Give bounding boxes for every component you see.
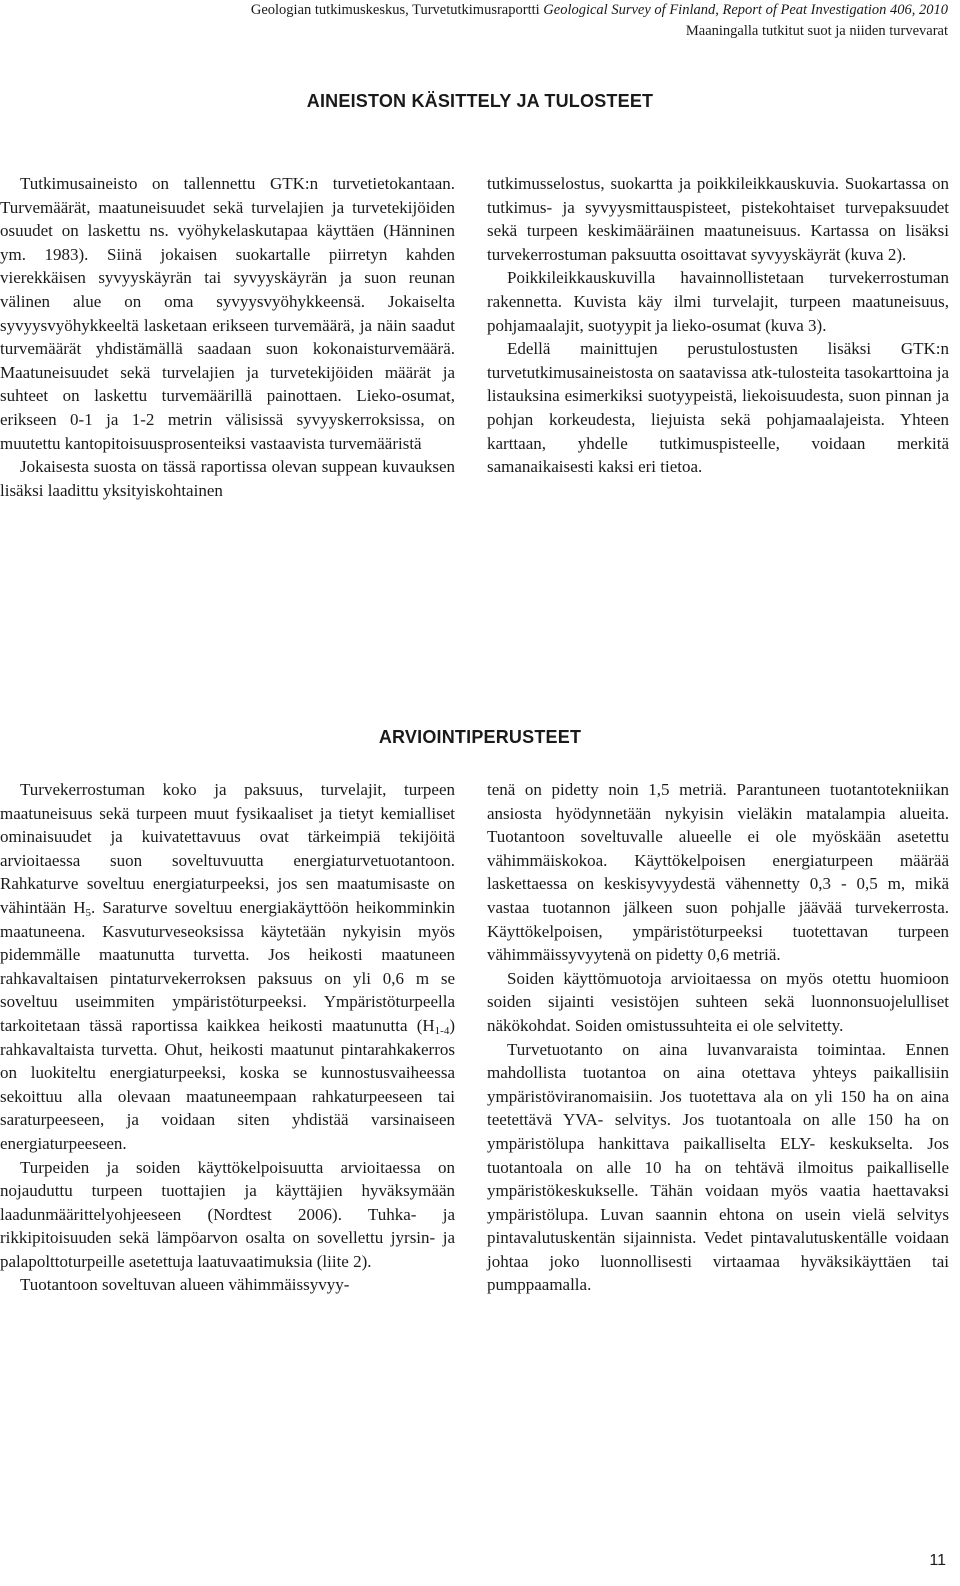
paragraph: Edellä mainittujen perustulostusten lisäksi GTK:n turvetutkimusaineistosta on saatavissa atk-tulosteita tasokarttoina ja listauksina esimerkiksi suotyypeistä, liekoisuudesta, suon pinnan ja pohjan korkeudesta, liejuista sekä pohjamaalajeista. Yhteen karttaan, yhdelle tutkimuspisteelle, voidaan merkitä samanaikaisesti kaksi eri tietoa.	[487, 339, 949, 477]
paragraph: Poikkileikkauskuvilla havainnollistetaan turvekerrostuman rakennetta. Kuvista käy ilmi turvelajit, turpeen maatuneisuus, pohjamaalajit, suotyypit ja lieko-osumat (kuva 3).	[487, 268, 949, 335]
text-run: Turvekerrostuman koko ja paksuus, turvelajit, turpeen maatuneisuus sekä turpeen muut fysikaaliset ja tietyt kemialliset ominaisuudet ja kuivatettavuus ovat tärkeimpiä tekijöitä arvioitaessa suon soveltuvuutta energiaturvetuotantoon. Rahkaturve soveltuu energiaturpeeksi, jos sen maatumisaste on vähintään H	[0, 780, 455, 917]
subscript: 1-4	[434, 1024, 450, 1037]
header-line-1	[251, 0, 948, 21]
paragraph: tenä on pidetty noin 1,5 metriä. Parantuneen tuotantotekniikan ansiosta hyödynnetään nykyisin vieläkin matalampia alueita. Tuotantoon soveltuvalle alueelle ei ole myöskään asetettu vähimmäiskokoa. Käyttökelpoisen energiaturpeen määrää laskettaessa on keskisyvyydestä vähennetty 0,3 - 0,5 m, mikä vastaa tuotannon jälkeen suon pohjalle jäävää turvekerrosta. Käyttökelpoisen, ympäristöturpeeksi tuotettavan turpeen vähimmäissyvyytenä on pidetty 0,6 metriä.	[487, 780, 949, 965]
section2-left-column	[0, 778, 455, 1297]
paragraph: Turpeiden ja soiden käyttökelpoisuutta arvioitaessa on nojauduttu turpeen tuottajien ja käyttäjien hyväksymään laadunmäärittelyohjeeseen (Nordtest 2006). Tuhka- ja rikkipitoisuuden sekä lämpöarvon osalta on sovellettu jyrsin- ja palapolttoturpeille asetettuja laatuvaatimuksia (liite 2).	[0, 1157, 455, 1271]
page-number: 11	[929, 1552, 946, 1569]
paragraph: Tuotantoon soveltuvan alueen vähimmäissyvyy-	[20, 1275, 350, 1295]
section1-left-column	[0, 172, 455, 502]
text-run: . Saraturve soveltuu energiakäyttöön heikomminkin maatuneena. Kasvuturveseoksissa käytetään nykyisin myös pidemmälle maatunutta turvetta. Jos heikosti maatuneen rahkavaltaisen pintaturvekerroksen paksuus on yli 0,6 m se soveltuu useimmiten ympäristöturpeeksi. Ympäristöturpeella tarkoitetaan tässä raportissa kaikkea heikosti maatunutta (H	[0, 897, 455, 1035]
paragraph: Tutkimusaineisto on tallennettu GTK:n turvetietokantaan. Turvemäärät, maatuneisuudet sekä turvelajien ja turvetekijöiden osuudet on laskettu ns. vyöhykelaskutapaa käyttäen (Hänninen ym. 1983). Siinä jokaisen suokartalle piirretyn kahden vierekkäisen syvyyskäyrän tai syvyyskäyrän ja suon reunan välinen alue on oma syvyysvyöhykkeensä. Jokaiselta syvyysvyöhykkeeltä lasketaan erikseen turvemäärä, ja näin saadut turvemäärät yhdistämällä saadaan suon kokonaisturvemäärä. Maatuneisuudet sekä turvelajien ja turvetekijöiden määrät ja suhteet on laskettu turvemäärillä painottaen. Lieko-osumat, erikseen 0-1 ja 1-2 metrin välisissä syvyyskerroksissa, on muutettu kantopitoisuusprosenteiksi vastaavista turvemääristä	[0, 174, 455, 453]
section2-right-column	[487, 778, 949, 1297]
paragraph: Jokaisesta suosta on tässä raportissa olevan suppean kuvauksen lisäksi laadittu yksityiskohtainen	[0, 457, 455, 500]
paragraph	[0, 778, 455, 1156]
section1-right-column	[487, 172, 949, 479]
running-header	[251, 0, 948, 42]
subscript: 5	[85, 906, 92, 919]
section-title-arviointiperusteet: ARVIOINTIPERUSTEET	[378, 727, 582, 747]
paragraph: tutkimusselostus, suokartta ja poikkileikkauskuvia. Suokartassa on tutkimus- ja syvyysmittauspisteet, pistekohtaiset turvepaksuudet sekä turpeen keskimääräinen maatuneisuus. Kartassa on lisäksi turvekerrostuman paksuutta osoittavat syvyyskäyrät (kuva 2).	[487, 174, 949, 264]
paragraph: Turvetuotanto on aina luvanvaraista toimintaa. Ennen mahdollista tuotantoa on aina otettava yhteys paikallisiin ympäristöviranomaisiin. Jos tuotettava ala on yli 150 ha on aina teetettävä YVA- selvitys. Jos tuotantoala on alle 150 ha on ympäristölupa hankittava paikalliselta ELY- keskukselta. Jos tuotantoala on alle 10 ha on tehtävä ilmoitus paikalliselle ympäristökeskukselle. Tähän voidaan myös vaatia haettavaksi ympäristölupa. Luvan saannin ehtona on usein vielä selvitys pintavalutuskentän sijainnista. Vedet pintavalutuskentälle voidaan johtaa joko luonnollisesti virtaamaa hyväksikäyttäen tai pumppaamalla.	[487, 1039, 949, 1295]
text-run: ) rahkavaltaista turvetta. Ohut, heikosti maatunut pintarahkakerros on luokiteltu energiaturpeeksi, koska se kunnostusvaiheessa sekoittuu alla olevaan maatuneempaan rahkaturpeeseen tai saraturpeeseen, ja voidaan siten yhdistää varsinaiseen energiaturpeeseen.	[0, 1015, 455, 1153]
header-series-italic: Geological Survey of Finland, Report of Peat Investigation 406, 2010	[543, 2, 948, 18]
header-line-2: Maaningalla tutkitut suot ja niiden turvevarat	[685, 23, 948, 39]
paragraph: Soiden käyttömuotoja arvioitaessa on myös otettu huomioon soiden sijainti vesistöjen suhteen sekä luonnonsuojelulliset näkökohdat. Soiden omistussuhteita ei ole selvitetty.	[487, 968, 949, 1035]
header-publisher: Geologian tutkimuskeskus, Turvetutkimusraportti	[250, 2, 544, 18]
section-title-aineiston: AINEISTON KÄSITTELY JA TULOSTEET	[306, 91, 654, 111]
